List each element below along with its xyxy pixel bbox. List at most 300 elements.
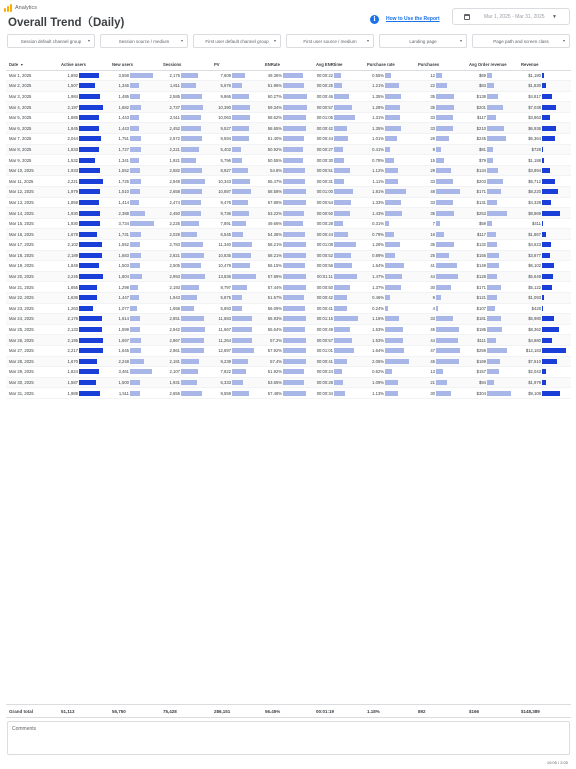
metric-cell: [262, 70, 313, 81]
metric-value: 51.40%: [267, 136, 282, 142]
column-header[interactable]: [466, 60, 518, 70]
metric-value-with-bar: [214, 304, 262, 312]
metric-value: 1,414: [118, 199, 129, 205]
column-header[interactable]: [6, 60, 58, 70]
metric-bar: [283, 285, 306, 290]
metric-value-with-bar: [214, 283, 262, 291]
metric-value-with-bar: [469, 273, 518, 281]
metric-bar: [283, 316, 306, 321]
metric-value-with-bar: [61, 315, 109, 323]
metric-bar: [181, 274, 205, 279]
metric-bar: [385, 221, 389, 226]
metric-value-with-bar: [163, 336, 211, 344]
filter-page-path[interactable]: [472, 34, 570, 48]
metric-value: $6,364: [528, 136, 541, 142]
metric-cell: [109, 356, 160, 367]
metric-cell: [518, 197, 571, 208]
metric-bar: [130, 327, 140, 332]
table-row[interactable]: [6, 388, 571, 399]
metric-value-with-bar: [265, 188, 313, 196]
metric-value: 2,197: [67, 104, 78, 110]
metric-bar: [436, 327, 459, 332]
column-header-label: Avg ENRtime: [316, 62, 343, 68]
table-row[interactable]: [6, 292, 571, 303]
metric-bar: [79, 380, 96, 385]
metric-cell: [518, 271, 571, 282]
metric-value-with-bar: [61, 198, 109, 206]
metric-cell: [160, 240, 211, 251]
metric-cell: [313, 356, 364, 367]
metric-value: 2,044: [67, 136, 78, 142]
metric-bar: [334, 306, 347, 311]
table-row[interactable]: [6, 218, 571, 229]
metric-value-with-bar: [112, 167, 160, 175]
metric-bar: [436, 179, 453, 184]
column-header[interactable]: [415, 60, 466, 70]
table-row[interactable]: [6, 240, 571, 251]
metric-value: 9,594: [220, 136, 231, 142]
filter-session-source-medium[interactable]: [100, 34, 188, 48]
metric-value: 2,867: [169, 337, 180, 343]
metric-value: $1,830: [528, 83, 541, 89]
table-row[interactable]: [6, 261, 571, 272]
metric-value: 1,500: [118, 380, 129, 386]
metric-value-with-bar: [367, 209, 415, 217]
metric-value: 2,737: [169, 104, 180, 110]
column-header[interactable]: [211, 60, 262, 70]
metric-value-with-bar: [112, 368, 160, 376]
column-header[interactable]: [262, 60, 313, 70]
metric-value-with-bar: [265, 326, 313, 334]
metric-bar: [79, 158, 95, 163]
metric-value-with-bar: [316, 230, 364, 238]
metric-cell: [109, 102, 160, 113]
table-row[interactable]: [6, 271, 571, 282]
metric-value-with-bar: [521, 167, 571, 175]
metric-value-with-bar: [214, 145, 262, 153]
date-range-picker[interactable]: [452, 8, 570, 25]
metric-cell: [160, 367, 211, 378]
metric-bar: [436, 242, 454, 247]
metric-value: 00:00:57: [316, 104, 333, 110]
metric-value: 2,176: [67, 316, 78, 322]
metric-cell: [109, 134, 160, 145]
metric-cell: [466, 292, 518, 303]
table-header-row: [6, 60, 571, 70]
metric-value: 1,636: [67, 295, 78, 301]
metric-value: 00:01:08: [316, 242, 333, 248]
metric-value: 2,993: [169, 274, 180, 280]
metric-bar: [130, 94, 140, 99]
table-row[interactable]: [6, 250, 571, 261]
filter-label: Session default channel group: [20, 38, 82, 44]
table-row[interactable]: [6, 229, 571, 240]
metric-value-with-bar: [469, 92, 518, 100]
table-row[interactable]: [6, 345, 571, 356]
metric-cell: [109, 261, 160, 272]
metric-value: 1,930: [67, 210, 78, 216]
metric-bar: [232, 253, 251, 258]
table-row[interactable]: [6, 367, 571, 378]
metric-value: 1.47%: [372, 274, 384, 280]
metric-value: 7,822: [220, 369, 231, 375]
metric-value: $1,979: [528, 380, 541, 386]
metric-bar: [334, 391, 345, 396]
metric-value: 1,443: [118, 125, 129, 131]
metric-value: 3,734: [118, 221, 129, 227]
metric-value: $210: [476, 125, 486, 131]
date-cell: Mar 14, 2025: [6, 208, 58, 219]
metric-value: 1,811: [169, 83, 180, 89]
metric-value: 00:00:28: [316, 380, 333, 386]
metric-bar: [436, 115, 453, 120]
report-guide-link[interactable]: How to Use the Report: [386, 16, 440, 22]
metric-value: $201: [476, 104, 486, 110]
metric-bar: [232, 274, 256, 279]
metric-bar: [487, 242, 497, 247]
table-row[interactable]: [6, 335, 571, 346]
table-row[interactable]: [6, 303, 571, 314]
metric-value: 2,474: [169, 199, 180, 205]
metric-bar: [542, 158, 544, 163]
filter-bar: [7, 34, 570, 48]
metric-value: 57.4%: [270, 358, 282, 364]
metric-value: $171: [476, 284, 486, 290]
table-row[interactable]: [6, 208, 571, 219]
metric-value-with-bar: [316, 145, 364, 153]
metric-value-with-bar: [61, 379, 109, 387]
metric-cell: [262, 388, 313, 399]
metric-bar: [334, 126, 347, 131]
metric-cell: [109, 197, 160, 208]
metric-cell: [262, 292, 313, 303]
table-row[interactable]: [6, 324, 571, 335]
metric-cell: [211, 314, 262, 325]
brand-name: Analytics: [15, 5, 38, 11]
metric-value: $4,817: [528, 93, 541, 99]
metric-value: 00:01:01: [316, 348, 333, 354]
metric-cell: [58, 377, 109, 388]
metric-bar: [79, 274, 103, 279]
metric-value: 0.79%: [372, 231, 384, 237]
metric-value: 25: [430, 252, 435, 258]
metric-cell: [466, 134, 518, 145]
column-header-label: Purchase rate: [367, 62, 395, 68]
metric-value: 57.88%: [267, 199, 282, 205]
metric-value: $131: [476, 199, 486, 205]
metric-value: 58.21%: [267, 242, 282, 248]
metric-bar: [385, 211, 402, 216]
metric-value-with-bar: [265, 198, 313, 206]
metric-value-with-bar: [61, 124, 109, 132]
metric-value-with-bar: [316, 167, 364, 175]
metric-value-with-bar: [112, 103, 160, 111]
metric-value-with-bar: [521, 135, 571, 143]
metric-value: 51.57%: [267, 295, 282, 301]
metric-cell: [211, 282, 262, 293]
metric-value-with-bar: [418, 379, 466, 387]
metric-value: 33: [430, 115, 435, 121]
metric-value: 00:00:25: [316, 83, 333, 89]
metric-cell: [415, 70, 466, 81]
metric-cell: [313, 303, 364, 314]
metric-value: $185: [476, 327, 486, 333]
metric-cell: [160, 377, 211, 388]
metric-value: $5,649: [528, 274, 541, 280]
metric-cell: [415, 261, 466, 272]
metric-cell: [364, 229, 415, 240]
table-row[interactable]: [6, 282, 571, 293]
metric-value: 5,893: [220, 305, 231, 311]
grand-total-value: 51,113: [61, 709, 75, 714]
metric-cell: [415, 324, 466, 335]
metric-value: 12: [430, 72, 435, 78]
metric-value: 1,979: [67, 189, 78, 195]
metric-cell: [518, 367, 571, 378]
metric-value-with-bar: [367, 135, 415, 143]
filter-first-user-channel-group[interactable]: [193, 34, 281, 48]
metric-value-with-bar: [316, 283, 364, 291]
grand-total-value: 55,750: [112, 709, 126, 714]
caret-down-icon: ▾: [562, 38, 565, 43]
column-header[interactable]: [109, 60, 160, 70]
table-row[interactable]: [6, 176, 571, 187]
table-row[interactable]: [6, 102, 571, 113]
metric-bar: [283, 179, 305, 184]
metric-cell: [518, 70, 571, 81]
table-row[interactable]: [6, 197, 571, 208]
metric-value-with-bar: [469, 156, 518, 164]
metric-value: $171: [476, 189, 486, 195]
column-header[interactable]: [518, 60, 571, 70]
metric-value-with-bar: [521, 304, 571, 312]
info-icon[interactable]: i: [370, 15, 379, 24]
metric-bar: [130, 380, 140, 385]
metric-cell: [211, 250, 262, 261]
table-row[interactable]: [6, 377, 571, 388]
metric-value: 0.46%: [372, 295, 384, 301]
metric-value-with-bar: [214, 103, 262, 111]
metric-cell: [160, 134, 211, 145]
metric-value-with-bar: [61, 135, 109, 143]
metric-bar: [487, 316, 501, 321]
metric-value-with-bar: [61, 357, 109, 365]
filter-first-user-source-medium[interactable]: [286, 34, 374, 48]
table-row[interactable]: [6, 91, 571, 102]
metric-value-with-bar: [214, 347, 262, 355]
metric-bar: [283, 73, 303, 78]
metric-cell: [262, 367, 313, 378]
metric-value-with-bar: [418, 220, 466, 228]
metric-value-with-bar: [521, 379, 571, 387]
grand-total-row: [6, 704, 571, 718]
metric-value: 1,443: [118, 115, 129, 121]
metric-bar: [283, 338, 306, 343]
metric-cell: [58, 165, 109, 176]
metric-value-with-bar: [418, 294, 466, 302]
metric-bar: [487, 158, 493, 163]
metric-value: 3,558: [118, 72, 129, 78]
column-header[interactable]: [364, 60, 415, 70]
metric-value: 33: [430, 316, 435, 322]
metric-cell: [211, 155, 262, 166]
metric-bar: [79, 348, 103, 353]
metric-cell: [109, 91, 160, 102]
metric-cell: [364, 356, 415, 367]
metric-value: 00:01:15: [316, 316, 333, 322]
table-row[interactable]: [6, 356, 571, 367]
column-header-label: Revenue: [521, 62, 539, 68]
metric-cell: [211, 165, 262, 176]
metric-bar: [130, 338, 141, 343]
metric-bar: [487, 338, 496, 343]
metric-cell: [364, 123, 415, 134]
metric-value-with-bar: [163, 92, 211, 100]
metric-value-with-bar: [469, 82, 518, 90]
metric-value: 1.43%: [372, 210, 384, 216]
metric-cell: [109, 345, 160, 356]
metric-cell: [58, 335, 109, 346]
metric-value-with-bar: [214, 114, 262, 122]
metric-value: 2,450: [169, 210, 180, 216]
comments-box[interactable]: [7, 721, 570, 755]
metric-cell: [364, 197, 415, 208]
metric-value: 2,195: [67, 337, 78, 343]
table-row[interactable]: [6, 123, 571, 134]
metric-value: $6,102: [528, 263, 541, 269]
metric-cell: [58, 197, 109, 208]
metric-value: $8,869: [528, 210, 541, 216]
metric-value: 1,587: [67, 380, 78, 386]
metric-cell: [160, 112, 211, 123]
metric-bar: [487, 147, 493, 152]
metric-cell: [262, 144, 313, 155]
metric-value-with-bar: [163, 273, 211, 281]
metric-bar: [487, 200, 497, 205]
filter-landing-page[interactable]: [379, 34, 467, 48]
metric-bar: [130, 115, 139, 120]
table-row[interactable]: [6, 81, 571, 92]
column-header[interactable]: [313, 60, 364, 70]
metric-value-with-bar: [163, 124, 211, 132]
metric-value: 8,927: [220, 168, 231, 174]
metric-value-with-bar: [163, 198, 211, 206]
metric-cell: [313, 134, 364, 145]
metric-value-with-bar: [163, 103, 211, 111]
metric-value: $111: [477, 337, 486, 343]
metric-value-with-bar: [418, 389, 466, 397]
metric-value: 2,655: [169, 390, 180, 396]
metric-bar: [487, 369, 499, 374]
table-row[interactable]: [6, 314, 571, 325]
metric-bar: [283, 126, 306, 131]
metric-cell: [262, 271, 313, 282]
grand-total-value: 1.18%: [367, 709, 380, 714]
metric-value: $4,623: [528, 242, 541, 248]
metric-bar: [542, 221, 543, 226]
table-row[interactable]: [6, 155, 571, 166]
metric-value-with-bar: [265, 103, 313, 111]
metric-cell: [364, 282, 415, 293]
metric-bar: [436, 359, 459, 364]
metric-bar: [130, 83, 139, 88]
metric-value: 00:00:31: [316, 178, 333, 184]
table-row[interactable]: [6, 70, 571, 81]
metric-value: $4,328: [528, 199, 541, 205]
metric-cell: [58, 155, 109, 166]
metric-value-with-bar: [214, 368, 262, 376]
metric-value: 2,175: [169, 72, 180, 78]
metric-value: $7,038: [528, 104, 541, 110]
metric-bar: [79, 83, 95, 88]
table-row[interactable]: [6, 112, 571, 123]
metric-cell: [160, 335, 211, 346]
table-row[interactable]: [6, 144, 571, 155]
metric-bar: [232, 242, 252, 247]
metric-value: $117: [476, 115, 486, 121]
metric-bar: [542, 83, 546, 88]
column-header[interactable]: [58, 60, 109, 70]
table-row[interactable]: [6, 134, 571, 145]
metric-value: 11,264: [218, 337, 231, 343]
metric-cell: [364, 261, 415, 272]
metric-value-with-bar: [61, 304, 109, 312]
metric-bar: [232, 147, 241, 152]
metric-cell: [109, 112, 160, 123]
metric-value-with-bar: [61, 103, 109, 111]
metric-value-with-bar: [265, 251, 313, 259]
metric-value: 1,678: [67, 231, 78, 237]
metric-bar: [181, 316, 204, 321]
table-row[interactable]: [6, 165, 571, 176]
metric-cell: [313, 208, 364, 219]
metric-bar: [283, 263, 305, 268]
metric-value: 51.96%: [267, 83, 282, 89]
column-header[interactable]: [160, 60, 211, 70]
metric-bar: [542, 306, 543, 311]
metric-value-with-bar: [112, 304, 160, 312]
metric-value: 10,063: [218, 115, 231, 121]
metric-cell: [211, 356, 262, 367]
metric-value-with-bar: [163, 262, 211, 270]
column-header-label: Avg Order revenue: [469, 62, 507, 68]
metric-cell: [160, 282, 211, 293]
table-row[interactable]: [6, 187, 571, 198]
metric-bar: [130, 285, 138, 290]
metric-value: 00:00:44: [316, 231, 333, 237]
metric-cell: [313, 229, 364, 240]
sort-descending-icon[interactable]: ▼: [20, 63, 24, 68]
metric-value: 11,683: [218, 316, 231, 322]
metric-value-with-bar: [214, 167, 262, 175]
metric-cell: [58, 70, 109, 81]
metric-value: $7,610: [528, 358, 541, 364]
metric-bar: [130, 274, 142, 279]
metric-value-with-bar: [61, 145, 109, 153]
metric-value: 00:00:57: [316, 337, 333, 343]
metric-value: $181: [476, 316, 486, 322]
metric-cell: [364, 91, 415, 102]
metric-value-with-bar: [163, 156, 211, 164]
metric-cell: [466, 240, 518, 251]
date-cell: Mar 7, 2025: [6, 134, 58, 145]
metric-value: 1.64%: [372, 263, 384, 269]
metric-value-with-bar: [367, 156, 415, 164]
metric-cell: [109, 271, 160, 282]
metric-value-with-bar: [469, 294, 518, 302]
metric-bar: [232, 179, 250, 184]
filter-session-channel-group[interactable]: [7, 34, 95, 48]
